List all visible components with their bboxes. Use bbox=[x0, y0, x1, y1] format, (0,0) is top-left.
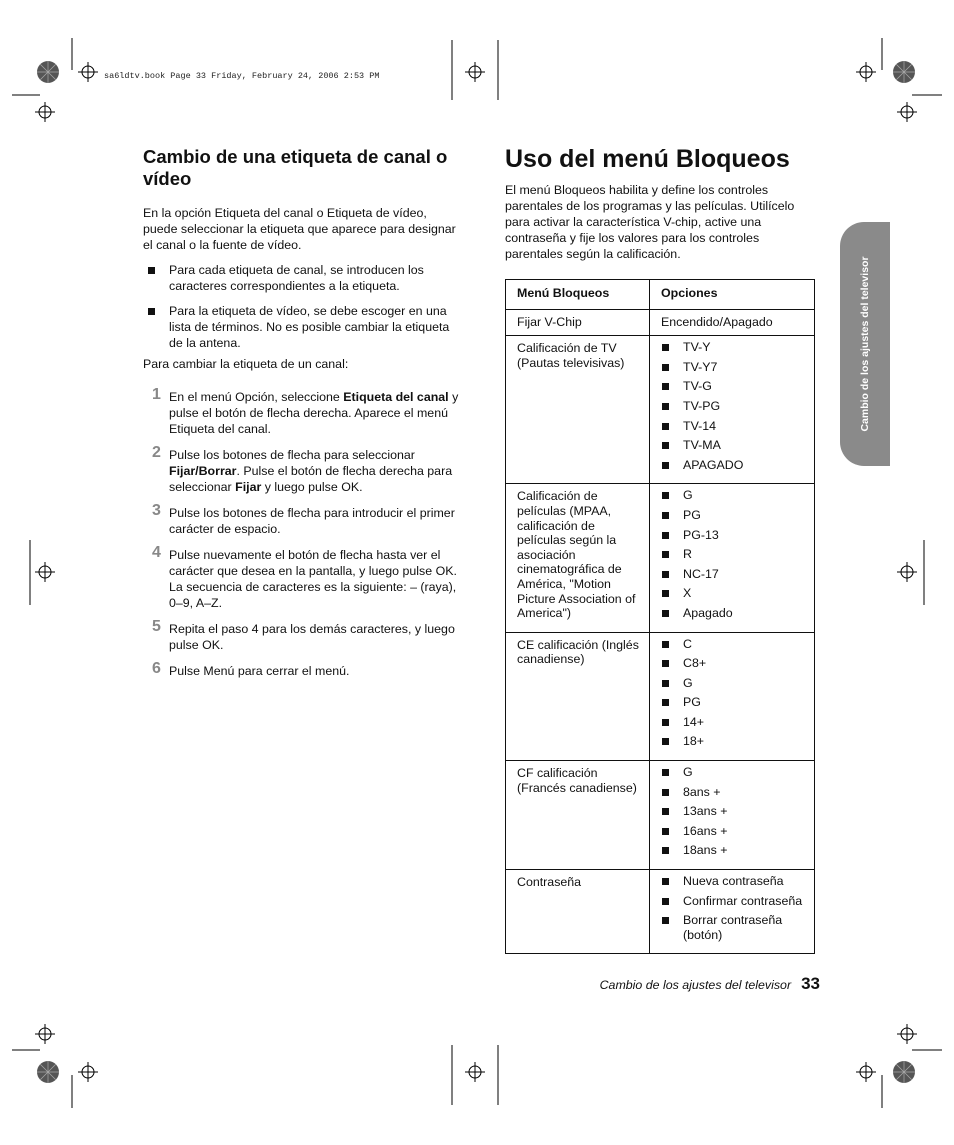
bullet-square-icon bbox=[662, 641, 669, 648]
bullet-square-icon bbox=[662, 442, 669, 449]
lead-paragraph: Para cambiar la etiqueta de un canal: bbox=[143, 357, 349, 371]
option-item: 14+ bbox=[661, 715, 806, 730]
list-item: Para cada etiqueta de canal, se introducen los caracteres correspondientes a la etiqueta. bbox=[143, 262, 461, 294]
bullet-square-icon bbox=[662, 403, 669, 410]
menu-item-cell: Calificación de TV (Pautas televisivas) bbox=[506, 336, 650, 484]
options-cell bbox=[650, 632, 815, 761]
bullet-square-icon bbox=[662, 364, 669, 371]
option-item: NC-17 bbox=[661, 567, 806, 582]
bullet-square-icon bbox=[662, 571, 669, 578]
menu-item-cell: Fijar V-Chip bbox=[506, 309, 650, 336]
bullet-square-icon bbox=[662, 878, 669, 885]
option-item: X bbox=[661, 586, 806, 601]
option-item: Borrar contraseña (botón) bbox=[661, 913, 806, 942]
option-item: TV-PG bbox=[661, 399, 806, 414]
chapter-tab-label: Cambio de los ajustes del televisor bbox=[859, 256, 871, 432]
option-item: Apagado bbox=[661, 606, 806, 621]
options-cell bbox=[650, 870, 815, 954]
table-row bbox=[506, 870, 815, 954]
intro-paragraph: El menú Bloqueos habilita y define los controles parentales de los programas y las películas. Utilícelo para activar la característica V-chip, active una contraseña y fije los valores para los controles parentales según la calificación. bbox=[505, 183, 795, 261]
column-header: Menú Bloqueos bbox=[506, 280, 650, 310]
option-item: Confirmar contraseña bbox=[661, 894, 806, 909]
bullet-square-icon bbox=[662, 680, 669, 687]
chapter-tab bbox=[840, 222, 890, 466]
menu-item-cell: CE calificación (Inglés canadiense) bbox=[506, 632, 650, 761]
bullet-square-icon bbox=[662, 898, 669, 905]
bullet-square-icon bbox=[148, 267, 155, 274]
options-cell bbox=[650, 761, 815, 870]
bullet-square-icon bbox=[662, 532, 669, 539]
step-5: 5 Repita el paso 4 para los demás caracteres, y luego pulse OK. bbox=[152, 618, 455, 652]
page-title: Uso del menú Bloqueos bbox=[505, 145, 790, 173]
list-item: Para la etiqueta de vídeo, se debe escoger en una lista de términos. No es posible cambiar la etiqueta de la antena. bbox=[143, 303, 461, 351]
options-cell bbox=[650, 336, 815, 484]
bullet-square-icon bbox=[662, 789, 669, 796]
bullet-square-icon bbox=[662, 847, 669, 854]
menu-item-cell: Calificación de películas (MPAA, calificación de películas según la asociación cinematográfica de América, "Motion Picture Association of America") bbox=[506, 484, 650, 632]
option-item: APAGADO bbox=[661, 458, 806, 473]
option-item: 18ans + bbox=[661, 843, 806, 858]
column-header: Opciones bbox=[650, 280, 815, 310]
option-item: TV-MA bbox=[661, 438, 806, 453]
options-cell bbox=[650, 484, 815, 632]
table-row bbox=[506, 632, 815, 761]
option-item: Nueva contraseña bbox=[661, 874, 806, 889]
bullet-square-icon bbox=[662, 383, 669, 390]
right-column bbox=[505, 143, 815, 262]
option-item: R bbox=[661, 547, 806, 562]
option-item: G bbox=[661, 488, 806, 503]
option-item: PG bbox=[661, 508, 806, 523]
bullet-square-icon bbox=[662, 660, 669, 667]
bullet-square-icon bbox=[662, 610, 669, 617]
bullet-square-icon bbox=[662, 769, 669, 776]
option-item: TV-Y bbox=[661, 340, 806, 355]
bullet-square-icon bbox=[662, 738, 669, 745]
step-3: 3 Pulse los botones de flecha para introducir el primer carácter de espacio. bbox=[152, 502, 455, 536]
option-item: G bbox=[661, 765, 806, 780]
bullet-square-icon bbox=[662, 551, 669, 558]
option-item: 16ans + bbox=[661, 824, 806, 839]
intro-paragraph: En la opción Etiqueta del canal o Etiqueta de vídeo, puede seleccionar la etiqueta que aparece para designar el canal o la fuente de vídeo. bbox=[143, 206, 456, 252]
page-number: 33 bbox=[801, 974, 820, 993]
bullet-square-icon bbox=[148, 308, 155, 315]
bullet-square-icon bbox=[662, 423, 669, 430]
option-item: C8+ bbox=[661, 656, 806, 671]
bullet-square-icon bbox=[662, 828, 669, 835]
option-item: 18+ bbox=[661, 734, 806, 749]
step-6: 6 Pulse Menú para cerrar el menú. bbox=[152, 660, 350, 678]
option-item: PG-13 bbox=[661, 528, 806, 543]
option-item: TV-14 bbox=[661, 419, 806, 434]
bullet-square-icon bbox=[662, 719, 669, 726]
step-4: 4 Pulse nuevamente el botón de flecha hasta ver el carácter que desea en la pantalla, y luego pulse OK. La secuencia de caracteres es la siguiente: – (raya), 0–9, A–Z. bbox=[152, 544, 457, 610]
option-item: C bbox=[661, 637, 806, 652]
section-title: Cambio de una etiqueta de canal o vídeo bbox=[143, 146, 448, 189]
bullet-square-icon bbox=[662, 808, 669, 815]
option-item: 8ans + bbox=[661, 785, 806, 800]
footer-label: Cambio de los ajustes del televisor bbox=[599, 978, 792, 992]
bullet-square-icon bbox=[662, 344, 669, 351]
bullet-square-icon bbox=[662, 699, 669, 706]
locks-menu-table bbox=[505, 279, 815, 954]
page-footer bbox=[582, 974, 820, 994]
option-item: 13ans + bbox=[661, 804, 806, 819]
option-item: TV-Y7 bbox=[661, 360, 806, 375]
table-row bbox=[506, 484, 815, 632]
table-row bbox=[506, 761, 815, 870]
bullet-square-icon bbox=[662, 590, 669, 597]
bullet-square-icon bbox=[662, 512, 669, 519]
file-header: sa6ldtv.book Page 33 Friday, February 24, 2006 2:53 PM bbox=[104, 71, 380, 81]
option-item: PG bbox=[661, 695, 806, 710]
step-2: 2 Pulse los botones de flecha para seleccionar Fijar/Borrar. Pulse el botón de flecha derecha para seleccionar Fijar y luego pulse OK. bbox=[152, 444, 453, 494]
table-header-row bbox=[506, 280, 815, 310]
left-column bbox=[143, 146, 461, 679]
options-cell: Encendido/Apagado bbox=[650, 309, 815, 336]
option-item: G bbox=[661, 676, 806, 691]
bullet-square-icon bbox=[662, 462, 669, 469]
bullet-square-icon bbox=[662, 917, 669, 924]
menu-item-cell: CF calificación (Francés canadiense) bbox=[506, 761, 650, 870]
step-1: 1 En el menú Opción, seleccione Etiqueta del canal y pulse el botón de flecha derecha. Aparece el menú Etiqueta del canal. bbox=[152, 386, 459, 436]
table-row bbox=[506, 309, 815, 336]
bullet-square-icon bbox=[662, 492, 669, 499]
table-row bbox=[506, 336, 815, 484]
menu-item-cell: Contraseña bbox=[506, 870, 650, 954]
option-item: TV-G bbox=[661, 379, 806, 394]
